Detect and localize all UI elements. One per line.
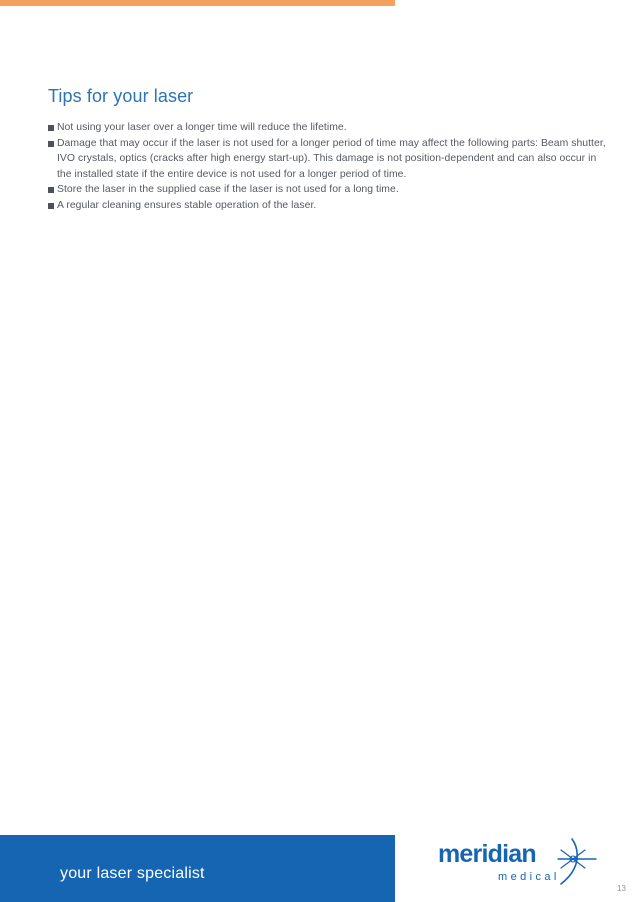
square-bullet-icon	[48, 182, 57, 198]
tip-item	[48, 136, 608, 183]
tips-list	[48, 120, 608, 213]
square-bullet-icon	[48, 136, 57, 152]
tip-text: A regular cleaning ensures stable operation of the laser.	[57, 199, 317, 211]
crosshair-logo-icon	[554, 835, 598, 887]
logo-subtitle: medical	[498, 871, 560, 883]
footer-tagline: your laser specialist	[60, 865, 205, 882]
section-title: Tips for your laser	[48, 86, 194, 106]
top-accent-bar	[0, 0, 395, 6]
page-number: 13	[617, 884, 626, 893]
tip-item	[48, 120, 608, 136]
tip-text: Not using your laser over a longer time will reduce the lifetime.	[57, 122, 347, 133]
logo-wordmark: meridian	[438, 840, 536, 868]
tip-text: Store the laser in the supplied case if the laser is not used for a long time.	[57, 184, 399, 195]
company-logo	[438, 835, 598, 887]
square-bullet-icon	[48, 120, 57, 136]
tip-item	[48, 182, 608, 198]
tip-text: Damage that may occur if the laser is not used for a longer period of time may affect the following parts: Beam shutter, IVO crystals, optics (cracks after high energy start-up). This damage is not position-dependent and can also occur in the installed state if the entire device is not used for a longer period of time.	[57, 137, 606, 180]
tip-item	[48, 198, 608, 214]
square-bullet-icon	[48, 198, 57, 214]
